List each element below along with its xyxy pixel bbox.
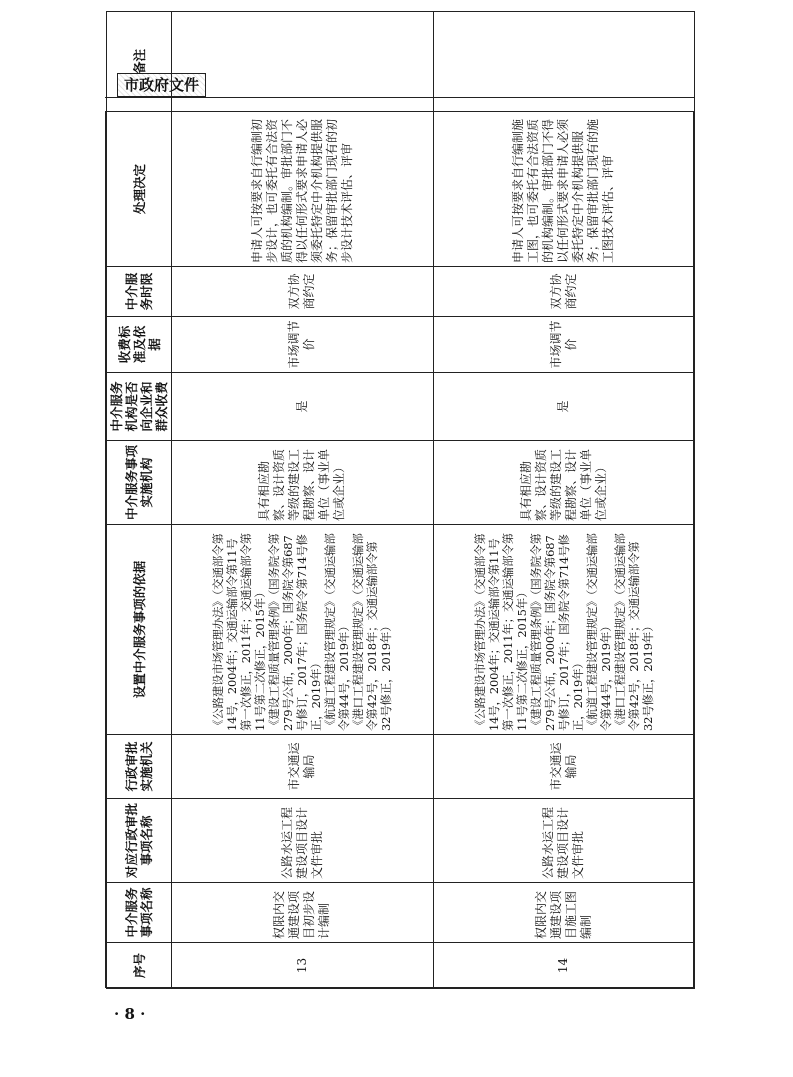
cell-basis xyxy=(172,525,434,735)
cell-time-limit: 双方协商约定 xyxy=(172,267,434,317)
header-charge: 中介服务机构是否向企业和群众收费 xyxy=(107,373,172,441)
table-row xyxy=(172,12,434,989)
basis-line: 《港口工程建设管理规定》（交通运输部令第42号，2018年；交通运输部令第32号修正，2019年） xyxy=(612,533,655,731)
cell-charge: 是 xyxy=(172,373,434,441)
header-approval: 对应行政审批事项名称 xyxy=(107,799,172,883)
header-basis: 设置中介服务事项的依据 xyxy=(107,525,172,735)
cell-agency: 市交通运输局 xyxy=(433,735,695,799)
header-title: 市政府文件 xyxy=(117,73,206,97)
cell-fee-basis: 市场调节价 xyxy=(433,317,695,373)
basis-line: 《港口工程建设管理规定》（交通运输部令第42号，2018年；交通运输部令第32号修正，2019年） xyxy=(351,533,394,731)
cell-remarks xyxy=(172,12,434,112)
basis-line: 《建设工程质量管理条例》（国务院令第279号公布，2000年；国务院令第687号修订，2017年；国务院令第714号修正，2019年） xyxy=(528,533,585,731)
cell-fee-basis: 市场调节价 xyxy=(172,317,434,373)
cell-seq: 14 xyxy=(433,943,695,989)
cell-charge: 是 xyxy=(433,373,695,441)
basis-line: 《建设工程质量管理条例》（国务院令第279号公布，2000年；国务院令第687号修订，2017年；国务院令第714号修正，2019年） xyxy=(267,533,324,731)
page-number: · 8 · xyxy=(114,1005,146,1023)
basis-line: 《航道工程建设管理规定》（交通运输部令第44号，2019年） xyxy=(584,533,613,731)
header-seq: 序号 xyxy=(107,943,172,989)
cell-approval: 公路水运工程建设项目设计文件审批 xyxy=(172,799,434,883)
basis-line: 《公路建设市场管理办法》（交通部令第14号，2004年；交通运输部令第11号第一次修正，2011年；交通运输部令第11号第二次修正，2015年） xyxy=(211,533,268,731)
cell-agency: 市交通运输局 xyxy=(172,735,434,799)
cell-name: 权限内交通建设项目初步设计编制 xyxy=(172,883,434,943)
basis-line: 《航道工程建设管理规定》（交通运输部令第44号，2019年） xyxy=(323,533,352,731)
intermediary-services-table xyxy=(106,11,695,989)
basis-line: 《公路建设市场管理办法》（交通部令第14号，2004年；交通运输部令第11号第一次修正，2011年；交通运输部令第11号第二次修正，2015年） xyxy=(472,533,529,731)
cell-time-limit: 双方协商约定 xyxy=(433,267,695,317)
cell-decision: 申请人可按要求自行编制初步设计，也可委托有合法资质的机构编制。审批部门不得以任何形式要求申请人必须委托特定中介机构提供服务；保留审批部门现有的初步设计技术评估、评审 xyxy=(172,112,434,267)
cell-seq: 13 xyxy=(172,943,434,989)
header-agency: 行政审批实施机关 xyxy=(107,735,172,799)
cell-basis xyxy=(433,525,695,735)
cell-decision: 申请人可按要求自行编制施工图，也可委托有合法资质的机构编制。审批部门不得以任何形式要求申请人必须委托特定中介机构提供服务；保留审批部门现有的施工图技术评估、评审 xyxy=(433,112,695,267)
header-provider: 中介服务事项实施机构 xyxy=(107,441,172,525)
header-fee-basis: 收费标准及依据 xyxy=(107,317,172,373)
cell-approval: 公路水运工程建设项目设计文件审批 xyxy=(433,799,695,883)
header-decision: 处理决定 xyxy=(107,112,172,267)
cell-name: 权限内交通建设项目施工图编制 xyxy=(433,883,695,943)
table-header-row xyxy=(107,12,172,989)
header-name: 中介服务事项名称 xyxy=(107,883,172,943)
header-remarks: 备注 xyxy=(107,12,172,112)
table-row xyxy=(433,12,695,989)
cell-provider: 具有相应勘察、设计资质等级的建设工程勘察、设计单位（事业单位或企业） xyxy=(172,441,434,525)
header-time-limit: 中介服务时限 xyxy=(107,267,172,317)
cell-provider: 具有相应勘察、设计资质等级的建设工程勘察、设计单位（事业单位或企业） xyxy=(433,441,695,525)
cell-remarks xyxy=(433,12,695,112)
